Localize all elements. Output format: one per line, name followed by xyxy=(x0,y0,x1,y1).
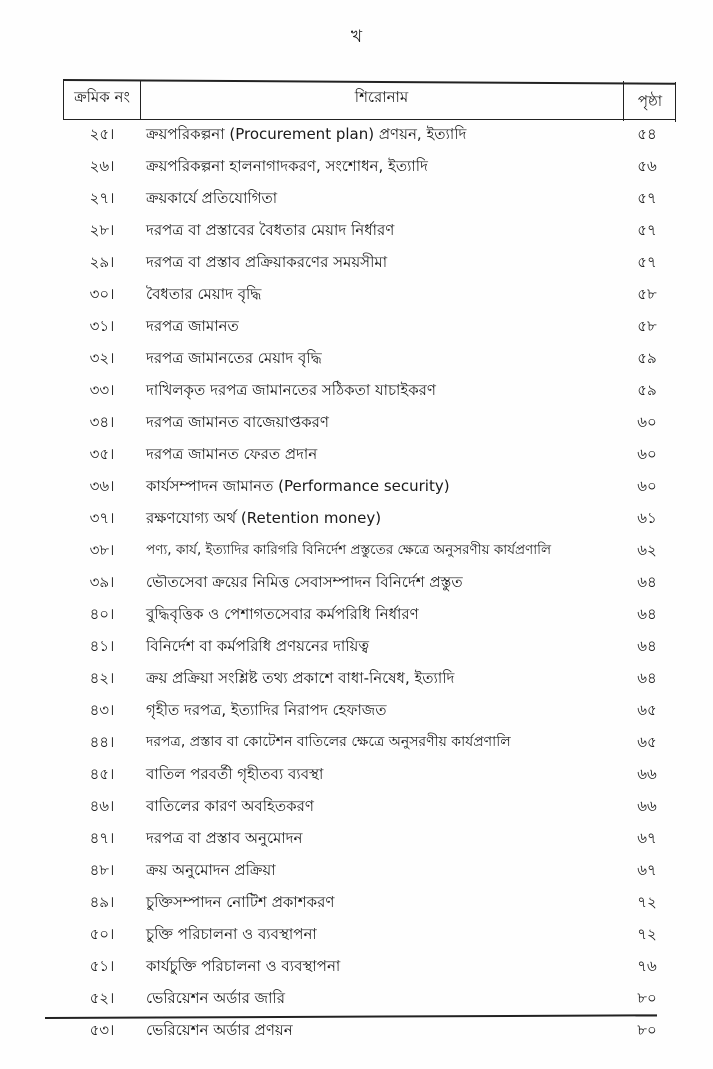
row-title: বাতিল পরবর্তী গৃহীতব্য ব্যবস্থা xyxy=(146,765,324,783)
row-serial: ২৬। xyxy=(89,157,115,175)
row-title: চুক্তি পরিচালনা ও ব্যবস্থাপনা xyxy=(146,925,317,943)
row-page: ৬১ xyxy=(637,509,657,527)
table-row xyxy=(0,220,713,252)
row-title: দরপত্র বা প্রস্তাবের বৈধতার মেয়াদ নির্ধারণ xyxy=(146,221,395,239)
row-title: ক্রয়কার্যে প্রতিযোগিতা xyxy=(146,189,278,207)
row-title: ভেরিয়েশন অর্ডার জারি xyxy=(146,989,285,1007)
row-title: ক্রয়পরিকল্পনা হালনাগাদকরণ, সংশোধন, ইত্যাদি xyxy=(146,157,428,175)
table-row xyxy=(0,764,713,796)
header-bottom-rule xyxy=(63,119,675,120)
row-title: বৈধতার মেয়াদ বৃদ্ধি xyxy=(146,285,262,303)
row-page: ৭৬ xyxy=(637,957,657,975)
row-serial: ৩৪। xyxy=(89,413,115,431)
row-page: ৬৫ xyxy=(637,701,657,719)
table-row xyxy=(0,348,713,380)
row-serial: ২৭। xyxy=(89,189,115,207)
table-top-rule xyxy=(63,79,675,85)
row-title: দরপত্র জামানত xyxy=(146,317,239,335)
row-title: বুদ্ধিবৃত্তিক ও পেশাগতসেবার কর্মপরিধি নির্ধারণ xyxy=(146,605,419,623)
row-page: ৬২ xyxy=(637,541,657,559)
row-page: ৬৪ xyxy=(637,605,657,623)
table-row xyxy=(0,412,713,444)
row-page: ৬০ xyxy=(637,413,657,431)
table-row xyxy=(0,252,713,284)
row-page: ৬০ xyxy=(637,477,657,495)
row-serial: ৪০। xyxy=(89,605,115,623)
table-row xyxy=(0,732,713,764)
row-serial: ৪১। xyxy=(89,637,115,655)
row-serial: ৫৩। xyxy=(89,1021,115,1039)
row-serial: ৩৮। xyxy=(89,541,115,559)
row-serial: ৪২। xyxy=(89,669,115,687)
row-page: ৬৫ xyxy=(637,733,657,751)
row-serial: ৩০। xyxy=(89,285,115,303)
row-title: চুক্তিসম্পাদন নোটিশ প্রকাশকরণ xyxy=(146,893,335,911)
table-row xyxy=(0,956,713,988)
row-page: ৭২ xyxy=(637,893,657,911)
table-row xyxy=(0,540,713,572)
row-page: ৮০ xyxy=(637,1021,657,1039)
row-page: ৬৪ xyxy=(637,637,657,655)
row-serial: ৪৬। xyxy=(89,797,115,815)
row-title: ভেরিয়েশন অর্ডার প্রণয়ন xyxy=(146,1021,293,1039)
row-page: ৫৯ xyxy=(637,349,657,367)
table-row xyxy=(0,508,713,540)
table-row xyxy=(0,380,713,412)
row-page: ৫৪ xyxy=(637,125,657,143)
table-row xyxy=(0,476,713,508)
row-serial: ৪৫। xyxy=(89,765,115,783)
row-title: ভৌতসেবা ক্রয়ের নিমিত্ত সেবাসম্পাদন বিনির্দেশ প্রস্তুত xyxy=(146,573,463,591)
row-page: ৮০ xyxy=(637,989,657,1007)
row-page: ৬৭ xyxy=(637,861,657,879)
header-page: পৃষ্ঠা xyxy=(637,92,663,110)
row-serial: ৩৬। xyxy=(89,477,115,495)
row-page: ৫৭ xyxy=(637,221,657,239)
row-title: দাখিলকৃত দরপত্র জামানতের সঠিকতা যাচাইকরণ xyxy=(146,381,437,399)
row-page: ৫৮ xyxy=(637,285,657,303)
table-row xyxy=(0,636,713,668)
row-title: কার্যচুক্তি পরিচালনা ও ব্যবস্থাপনা xyxy=(146,957,341,975)
row-serial: ৫১। xyxy=(89,957,115,975)
row-serial: ২৫। xyxy=(89,125,115,143)
row-title: পণ্য, কার্য, ইত্যাদির কারিগরি বিনির্দেশ প্রস্তুতের ক্ষেত্রে অনুসরণীয় কার্যপ্রণালি xyxy=(146,542,552,558)
header-right-border xyxy=(675,82,676,122)
row-serial: ২৮। xyxy=(89,221,115,239)
table-row xyxy=(0,924,713,956)
row-title: কার্যসম্পাদন জামানত (Performance security) xyxy=(146,477,450,495)
row-serial: ৩১। xyxy=(89,317,115,335)
row-title: বাতিলের কারণ অবহিতকরণ xyxy=(146,797,314,815)
row-title: দরপত্র বা প্রস্তাব প্রক্রিয়াকরণের সময়সীমা xyxy=(146,253,388,271)
row-title: রক্ষণযোগ্য অর্থ (Retention money) xyxy=(146,509,382,527)
table-row xyxy=(0,604,713,636)
table-row xyxy=(0,1020,713,1052)
table-row xyxy=(0,284,713,316)
row-page: ৬০ xyxy=(637,445,657,463)
row-title: দরপত্র জামানত ফেরত প্রদান xyxy=(146,445,318,463)
table-row xyxy=(0,156,713,188)
row-page: ৬৪ xyxy=(637,573,657,591)
row-page: ৫৬ xyxy=(637,157,657,175)
table-row xyxy=(0,796,713,828)
table-row xyxy=(0,124,713,156)
row-page: ৬৬ xyxy=(637,765,657,783)
row-serial: ৪৩। xyxy=(89,701,115,719)
header-title: শিরোনাম xyxy=(354,88,409,106)
table-row xyxy=(0,892,713,924)
table-row xyxy=(0,316,713,348)
row-page: ৬৭ xyxy=(637,829,657,847)
row-title: ক্রয় অনুমোদন প্রক্রিয়া xyxy=(146,861,276,879)
row-title: ক্রয়পরিকল্পনা (Procurement plan) প্রণয়ন, ইত্যাদি xyxy=(146,125,467,143)
row-title: বিনির্দেশ বা কর্মপরিধি প্রণয়নের দায়িত্ব xyxy=(146,637,370,655)
row-title: গৃহীত দরপত্র, ইত্যাদির নিরাপদ হেফাজত xyxy=(146,701,387,719)
row-serial: ৪৯। xyxy=(89,893,115,911)
row-page: ৫৮ xyxy=(637,317,657,335)
table-row xyxy=(0,444,713,476)
row-serial: ৪৭। xyxy=(89,829,115,847)
row-title: ক্রয় প্রক্রিয়া সংশ্লিষ্ট তথ্য প্রকাশে বাধা-নিষেধ, ইত্যাদি xyxy=(146,669,455,687)
row-page: ৬৪ xyxy=(637,669,657,687)
page-marker: খ xyxy=(350,27,363,47)
row-serial: ৪৮। xyxy=(89,861,115,879)
header-left-border xyxy=(63,80,64,120)
row-page: ৫৭ xyxy=(637,253,657,271)
row-serial: ৩২। xyxy=(89,349,115,367)
table-row xyxy=(0,668,713,700)
table-row xyxy=(0,572,713,604)
table-row xyxy=(0,700,713,732)
table-row xyxy=(0,828,713,860)
header-divider-page xyxy=(623,81,624,121)
row-title: দরপত্র জামানতের মেয়াদ বৃদ্ধি xyxy=(146,349,322,367)
row-serial: ৩৫। xyxy=(89,445,115,463)
table-row xyxy=(0,860,713,892)
row-serial: ৪৪। xyxy=(89,733,115,751)
row-page: ৫৯ xyxy=(637,381,657,399)
row-serial: ৩৭। xyxy=(89,509,115,527)
row-title: দরপত্র বা প্রস্তাব অনুমোদন xyxy=(146,829,303,847)
row-page: ৭২ xyxy=(637,925,657,943)
row-title: দরপত্র জামানত বাজেয়াপ্তকরণ xyxy=(146,413,330,431)
header-serial: ক্রমিক নং xyxy=(74,88,130,106)
row-page: ৬৬ xyxy=(637,797,657,815)
row-serial: ৫২। xyxy=(89,989,115,1007)
row-title: দরপত্র, প্রস্তাব বা কোটেশন বাতিলের ক্ষেত্রে অনুসরণীয় কার্যপ্রণালি xyxy=(146,734,511,750)
row-serial: ৩৯। xyxy=(89,573,115,591)
table-row xyxy=(0,188,713,220)
row-serial: ৫০। xyxy=(89,925,115,943)
row-page: ৫৭ xyxy=(637,189,657,207)
row-serial: ২৯। xyxy=(89,253,115,271)
row-serial: ৩৩। xyxy=(89,381,115,399)
